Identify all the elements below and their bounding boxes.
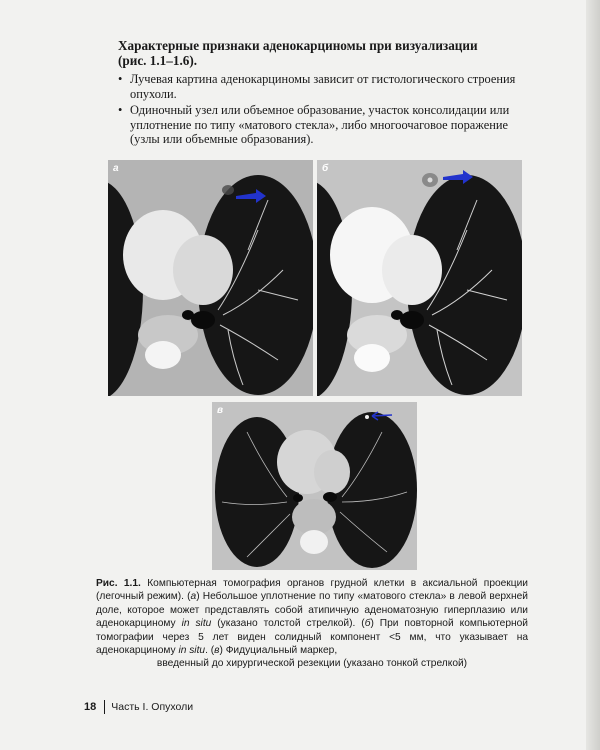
figure-label-c: в	[217, 405, 224, 416]
caption-text: ) Фидуциальный маркер,	[219, 645, 338, 657]
caption-text: . (	[205, 645, 215, 657]
ct-image-c	[212, 402, 417, 570]
feature-list	[118, 72, 528, 149]
figure-label-a: а	[113, 163, 119, 174]
caption-in-situ: in situ	[181, 618, 212, 630]
caption-ref-a: а	[190, 591, 197, 603]
figure-caption	[96, 577, 528, 671]
ct-scan-b-graphic	[317, 160, 522, 396]
page-footer	[84, 700, 193, 714]
page-edge	[586, 0, 600, 750]
list-item	[118, 72, 528, 101]
list-item-text: Одиночный узел или объемное образование, участок консолидации или уплотнение по типу «матового стекла», либо многоочаговое поражение (узлы или объемные образования).	[130, 103, 510, 147]
ct-image-a	[108, 160, 313, 396]
ct-image-b	[317, 160, 522, 396]
caption-text: ) Небольшое уплотнение по типу «матового стекла» в левой верхней доле, которое может представлять собой атипичную аденоматозную гиперплазию или аденокарциному	[96, 591, 528, 630]
heading-line-1: Характерные признаки аденокарциномы при визуализации	[118, 38, 478, 53]
caption-title: Рис. 1.1.	[96, 578, 141, 589]
caption-ref-b: б	[364, 618, 371, 630]
caption-text: (указано толстой стрелкой). (	[211, 618, 365, 630]
bullet-marker: •	[118, 72, 123, 86]
page-number: 18	[84, 700, 105, 714]
caption-ref-c: в	[214, 645, 220, 657]
list-item	[118, 103, 528, 147]
bullet-marker: •	[118, 103, 123, 118]
caption-last-line: введенный до хирургической резекции (указано тонкой стрелкой)	[156, 658, 468, 670]
section-heading	[118, 38, 526, 68]
caption-text: Компьютерная томография органов грудной клетки в аксиальной проекции (легочный режим). (	[96, 578, 528, 603]
caption-text: ) При повторной компьютерной томографии через 5 лет виден солидный компонент <5 мм, что указывает на аденокарциному	[96, 618, 528, 657]
caption-in-situ: in situ	[178, 645, 206, 657]
heading-line-2: (рис. 1.1–1.6).	[118, 53, 198, 68]
ct-scan-c-graphic	[212, 402, 417, 570]
list-item-text: Лучевая картина аденокарциномы зависит от гистологического строения опухоли.	[130, 72, 516, 101]
ct-scan-a-graphic	[108, 160, 313, 396]
thin-arrow-icon	[372, 415, 392, 416]
running-section-title: Часть I. Опухоли	[111, 701, 194, 713]
figure-label-b: б	[322, 163, 329, 174]
